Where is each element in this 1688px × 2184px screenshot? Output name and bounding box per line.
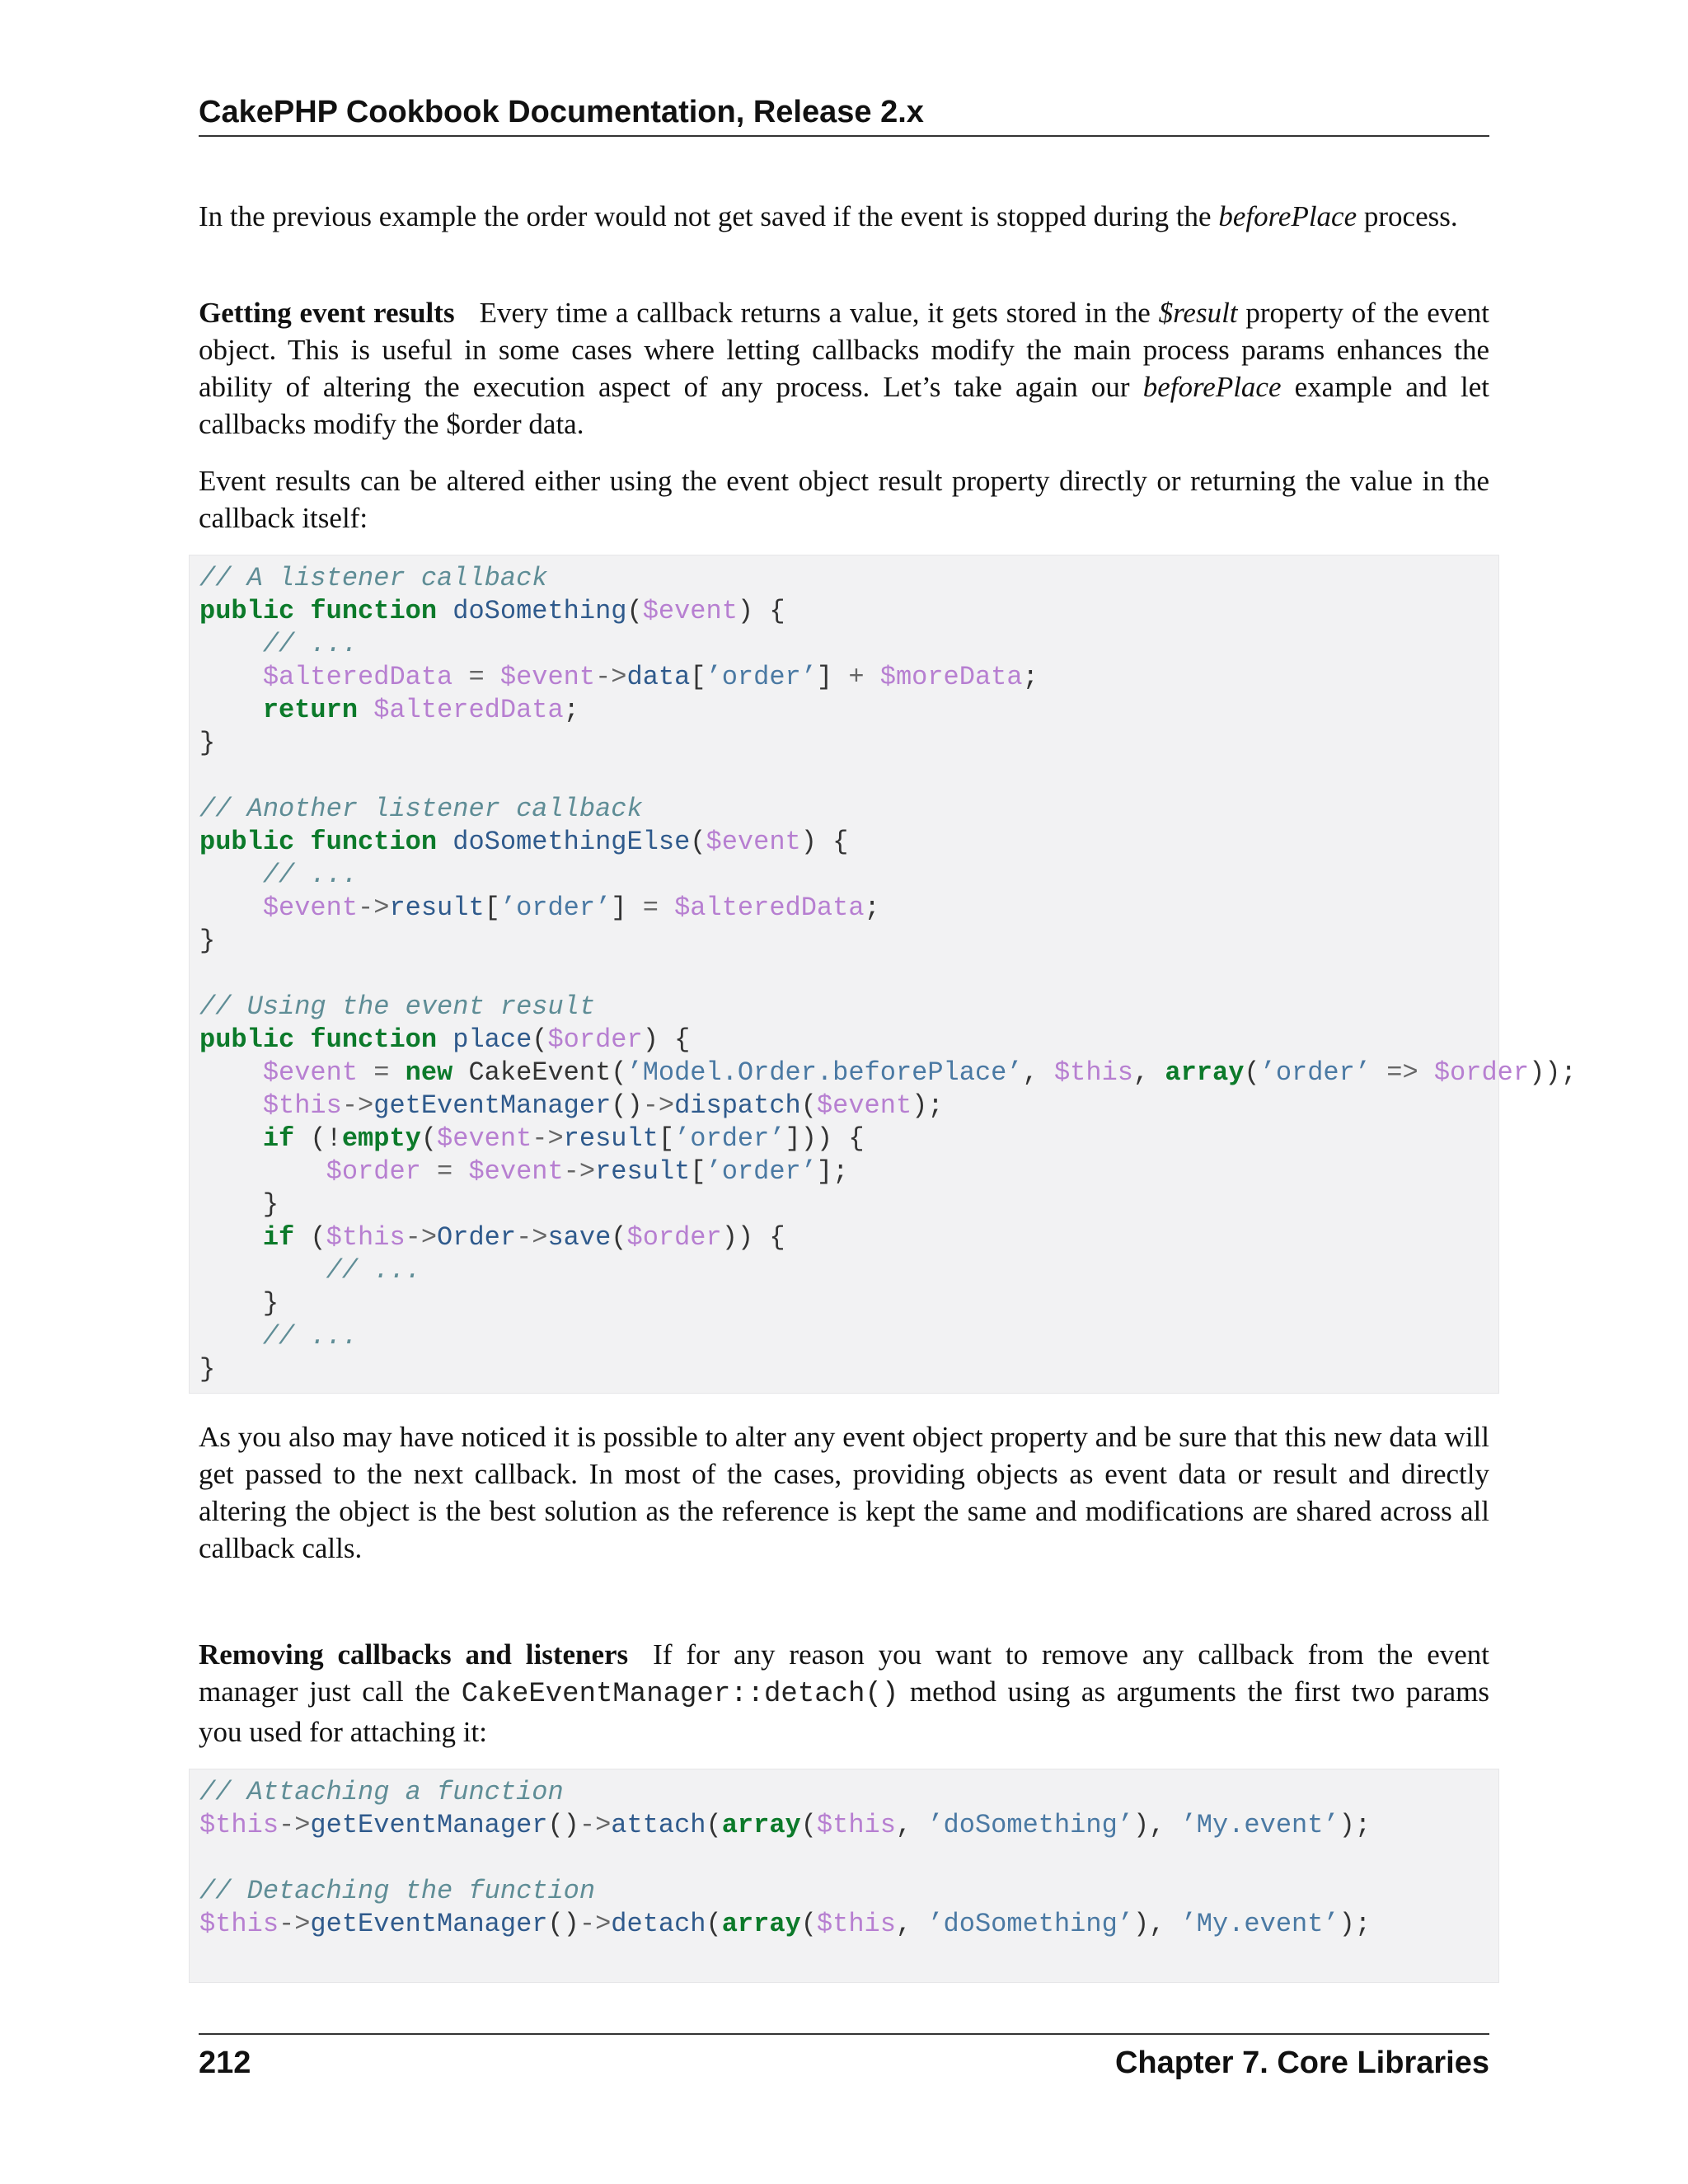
code-line <box>199 1842 1489 1875</box>
code-token: empty <box>341 1123 421 1154</box>
code-token: result <box>563 1123 659 1154</box>
code-token: , <box>895 1810 928 1840</box>
code-token <box>452 1156 468 1187</box>
removing-callbacks-paragraph <box>199 1636 1489 1750</box>
code-token <box>1418 1057 1434 1088</box>
code-token: -> <box>563 1156 596 1187</box>
code-token: result <box>595 1156 691 1187</box>
getting-results-heading: Getting event results <box>199 297 455 329</box>
code-token: ( <box>800 1909 817 1939</box>
code-line <box>199 727 1489 760</box>
code-token: ( <box>420 1123 438 1154</box>
code-token: = <box>468 662 485 692</box>
intro-text-pre: In the previous example the order would not get saved if the event is stopped during the <box>199 200 1219 232</box>
code-token: ( <box>294 1222 326 1253</box>
code-token <box>358 1057 373 1088</box>
code-line <box>199 1221 1489 1254</box>
code-token <box>199 662 263 692</box>
code-token: -> <box>532 1123 564 1154</box>
code-token: () <box>611 1090 643 1121</box>
chapter-title: Chapter 7. Core Libraries <box>1114 2046 1489 2080</box>
code-token: place <box>452 1024 532 1055</box>
code-token: public <box>199 827 295 857</box>
code-token: = <box>373 1057 390 1088</box>
code-token: ( <box>626 596 643 626</box>
code-line <box>199 661 1489 694</box>
code-token <box>1371 1057 1386 1088</box>
code-line <box>199 1057 1577 1090</box>
code-token: doSomethingElse <box>452 827 691 857</box>
code-token: return <box>262 695 359 725</box>
code-token: if <box>262 1222 295 1253</box>
code-token: $alteredData <box>674 893 865 923</box>
code-token <box>199 1222 263 1253</box>
code-token: ’My.event’ <box>1180 1810 1339 1840</box>
code-token: ( <box>611 1222 627 1253</box>
code-token: ])) { <box>785 1123 865 1154</box>
code-token: // ... <box>262 1321 359 1352</box>
code-token: -> <box>642 1090 675 1121</box>
code-line <box>199 1809 1489 1842</box>
removing-callbacks-heading: Removing callbacks and listeners <box>199 1638 629 1671</box>
code-token: $event <box>262 1057 359 1088</box>
code-line <box>199 1776 1489 1809</box>
code-token: + <box>848 662 865 692</box>
code-token: getEventManager <box>373 1090 612 1121</box>
code-line <box>199 694 1489 727</box>
code-token: $this <box>1053 1057 1133 1088</box>
code-token: ’order’ <box>706 662 817 692</box>
code-token <box>199 629 263 659</box>
code-token: ) { <box>642 1024 691 1055</box>
code-line <box>199 991 1489 1024</box>
inline-code-detach: CakeEventManager::detach() <box>461 1679 899 1710</box>
code-token <box>437 1024 452 1055</box>
code-token: ’order’ <box>706 1156 817 1187</box>
code-token: doSomething <box>452 596 627 626</box>
removing-text-2: method using as arguments the first two params you used for attaching it: <box>199 1675 1489 1748</box>
code-token: , <box>895 1909 928 1939</box>
code-token: new <box>405 1057 453 1088</box>
code-token: dispatch <box>674 1090 801 1121</box>
code-token: ( <box>1244 1057 1260 1088</box>
code-token: } <box>199 926 216 956</box>
code-token: [ <box>690 662 706 692</box>
page-content <box>199 198 1577 1983</box>
code-token: function <box>310 827 438 857</box>
code-token: $this <box>199 1810 279 1840</box>
code-line <box>199 925 1489 958</box>
code-token <box>199 1123 263 1154</box>
code-token: -> <box>405 1222 438 1253</box>
code-token <box>485 662 500 692</box>
intro-emphasis: beforePlace <box>1218 200 1357 232</box>
code-token: ( <box>706 1810 722 1840</box>
code-line <box>199 562 1489 595</box>
getting-results-paragraph <box>199 294 1489 443</box>
code-token: $this <box>816 1909 896 1939</box>
code-token: $this <box>816 1810 896 1840</box>
code-line <box>199 958 1489 991</box>
code-token: function <box>310 1024 438 1055</box>
getting-results-text-2: property of the event object. This is useful in some cases where letting callbacks modify the main process params enhances the ability of altering the execution aspect of any process. Let’s take again our <box>199 297 1489 403</box>
code-token: $order <box>1433 1057 1530 1088</box>
code-token: ); <box>1339 1909 1372 1939</box>
code-token: $alteredData <box>373 695 564 725</box>
code-token: $order <box>326 1156 421 1187</box>
code-line <box>199 1090 1489 1122</box>
getting-results-emphasis-2: beforePlace <box>1142 371 1282 403</box>
code-token: -> <box>579 1810 612 1840</box>
code-token: [ <box>690 1156 706 1187</box>
code-token: ; <box>1022 662 1039 692</box>
code-line <box>199 793 1489 826</box>
code-token <box>199 695 263 725</box>
code-token <box>659 893 674 923</box>
code-line <box>199 760 1489 793</box>
code-token <box>199 1255 326 1286</box>
code-token: // ... <box>262 860 359 890</box>
code-token: ’My.event’ <box>1180 1909 1339 1939</box>
code-line <box>199 1155 1489 1188</box>
code-token <box>437 827 452 857</box>
getting-results-emphasis-1: $result <box>1158 297 1238 329</box>
code-token: $event <box>468 1156 564 1187</box>
code-token: array <box>1165 1057 1245 1088</box>
code-token: ; <box>864 893 880 923</box>
page-header <box>199 89 1489 137</box>
code-token <box>294 596 310 626</box>
code-token: public <box>199 1024 295 1055</box>
code-line <box>199 1122 1489 1155</box>
code-token: $this <box>199 1909 279 1939</box>
code-token: ’order’ <box>1259 1057 1372 1088</box>
code-token: Order <box>437 1222 517 1253</box>
getting-results-text-1: Every time a callback returns a value, it gets stored in the <box>479 297 1159 329</box>
code-token: ( <box>706 1909 722 1939</box>
code-token: $event <box>816 1090 912 1121</box>
code-token: // ... <box>326 1255 421 1286</box>
code-token: $event <box>706 827 801 857</box>
code-token: getEventManager <box>310 1909 548 1939</box>
code-token: $this <box>262 1090 342 1121</box>
code-token <box>437 596 452 626</box>
code-line <box>199 826 1489 859</box>
code-token: ), <box>1132 1810 1181 1840</box>
code-token: data <box>626 662 691 692</box>
document-title: CakePHP Cookbook Documentation, Release 2.x <box>199 95 924 129</box>
code-line <box>199 628 1489 661</box>
code-token: if <box>262 1123 295 1154</box>
code-token: // ... <box>262 629 359 659</box>
code-token: // Another listener callback <box>199 794 643 824</box>
code-token: $order <box>626 1222 722 1253</box>
code-token: $order <box>547 1024 643 1055</box>
code-token: () <box>547 1909 579 1939</box>
code-token: )); <box>1529 1057 1577 1088</box>
code-line <box>199 1188 1489 1221</box>
intro-paragraph <box>199 198 1489 235</box>
after-code-paragraph: As you also may have noticed it is possible to alter any event object property and be sure that this new data will get passed to the next callback. In most of the cases, providing objects as event data or result and directly altering the object is the best solution as the reference is kept the same and modifications are shared across all callback calls. <box>199 1421 1489 1564</box>
code-token: $this <box>326 1222 406 1253</box>
code-token: ) { <box>800 827 849 857</box>
code-line <box>199 595 1489 628</box>
code-token: } <box>199 1354 216 1385</box>
code-token: , <box>1022 1057 1054 1088</box>
code-token <box>199 1057 263 1088</box>
code-token: )) { <box>721 1222 785 1253</box>
code-block-detach <box>189 1769 1499 1983</box>
intro-text-post: process. <box>1357 200 1458 232</box>
code-token: save <box>547 1222 612 1253</box>
code-token: detach <box>611 1909 706 1939</box>
code-token <box>865 662 880 692</box>
code-token: = <box>437 1156 453 1187</box>
results-altered-paragraph: Event results can be altered either using the event object result property directly or returning the value in the callback itself: <box>199 465 1489 534</box>
code-token: ( <box>800 1090 817 1121</box>
code-token: ( <box>532 1024 548 1055</box>
code-token: ’order’ <box>674 1123 785 1154</box>
code-token: getEventManager <box>310 1810 548 1840</box>
code-token: array <box>721 1810 801 1840</box>
code-line <box>199 892 1489 925</box>
code-token: ] <box>816 662 849 692</box>
code-token <box>199 860 263 890</box>
code-token <box>358 695 373 725</box>
code-token: // Attaching a function <box>199 1777 564 1807</box>
code-token: ; <box>563 695 579 725</box>
page-footer <box>199 2033 1489 2083</box>
code-line <box>199 1353 1489 1386</box>
code-token: ); <box>912 1090 944 1121</box>
code-token: -> <box>341 1090 374 1121</box>
code-token: $event <box>642 596 738 626</box>
code-token: array <box>721 1909 801 1939</box>
code-line <box>199 1875 1489 1908</box>
code-token: result <box>389 893 485 923</box>
code-token: } <box>199 1288 279 1319</box>
code-token: ) { <box>737 596 785 626</box>
code-token: [ <box>484 893 500 923</box>
code-line <box>199 1254 1489 1287</box>
code-token: ’doSomething’ <box>927 1909 1133 1939</box>
getting-results-text-3: example and let callbacks modify the $order data. <box>199 371 1489 440</box>
code-token: function <box>310 596 438 626</box>
code-token: -> <box>358 893 390 923</box>
code-token: ( <box>800 1810 817 1840</box>
code-token <box>389 1057 405 1088</box>
code-token: [ <box>658 1123 675 1154</box>
code-token: $event <box>437 1123 532 1154</box>
code-line <box>199 1024 1489 1057</box>
code-token: $event <box>499 662 596 692</box>
code-token: ] <box>611 893 643 923</box>
code-line <box>199 859 1489 892</box>
code-token: ( <box>690 827 706 857</box>
code-token <box>294 827 310 857</box>
code-line <box>199 1287 1489 1320</box>
code-token: $moreData <box>879 662 1023 692</box>
code-token: -> <box>279 1909 311 1939</box>
code-token: // Using the event result <box>199 991 596 1022</box>
code-token: public <box>199 596 295 626</box>
code-block-event-results <box>189 555 1577 1394</box>
code-token: , <box>1132 1057 1165 1088</box>
code-token: // A listener callback <box>199 563 548 593</box>
code-token: } <box>199 1189 279 1220</box>
code-token <box>199 1156 326 1187</box>
code-token: ’Model.Order.beforePlace’ <box>626 1057 1023 1088</box>
code-token: -> <box>579 1909 612 1939</box>
code-token: -> <box>595 662 627 692</box>
code-token: ]; <box>816 1156 849 1187</box>
code-token <box>421 1156 437 1187</box>
code-token: attach <box>611 1810 706 1840</box>
code-token: () <box>547 1810 579 1840</box>
code-token: } <box>199 728 216 758</box>
code-token: = <box>642 893 659 923</box>
code-token: $alteredData <box>262 662 453 692</box>
page-number: 212 <box>199 2046 251 2080</box>
removing-text-1: If for any reason you want to remove any callback from the event manager just call the <box>199 1638 1489 1708</box>
code-token <box>294 1024 310 1055</box>
code-token: ’order’ <box>499 893 612 923</box>
code-token: -> <box>279 1810 311 1840</box>
code-token: $event <box>262 893 359 923</box>
code-token <box>199 1090 263 1121</box>
code-token: // Detaching the function <box>199 1876 596 1906</box>
code-token: ), <box>1132 1909 1181 1939</box>
code-line <box>199 1908 1489 1941</box>
code-token <box>199 1321 263 1352</box>
code-token: => <box>1386 1057 1418 1088</box>
code-token: (! <box>294 1123 342 1154</box>
code-token: ); <box>1339 1810 1372 1840</box>
code-token: ’doSomething’ <box>927 1810 1133 1840</box>
code-token: -> <box>516 1222 548 1253</box>
code-token <box>199 893 263 923</box>
code-token: CakeEvent( <box>452 1057 627 1088</box>
code-line <box>199 1320 1489 1353</box>
code-token <box>452 662 468 692</box>
